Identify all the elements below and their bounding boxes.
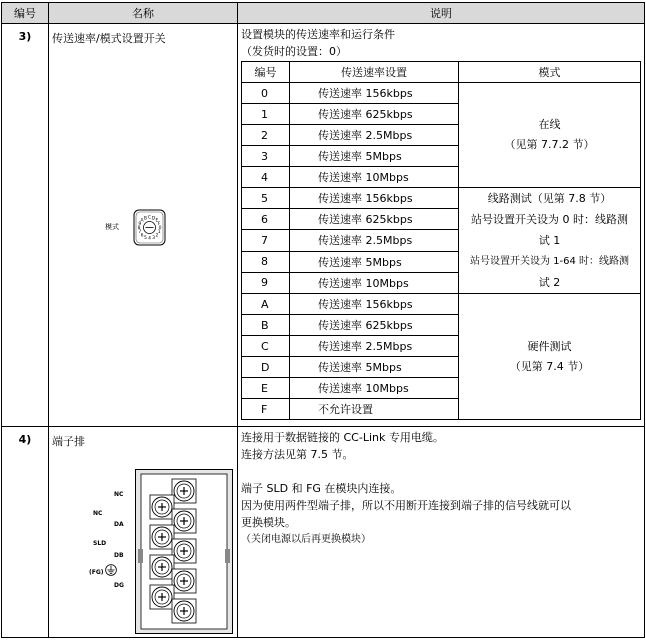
row4-desc bbox=[238, 427, 645, 638]
setting-rate: 传送速率 156kbps bbox=[290, 294, 459, 315]
mode-online bbox=[459, 83, 641, 188]
terminal-screw-icon bbox=[172, 479, 196, 503]
mode-table-head-mode: 模式 bbox=[459, 62, 641, 83]
dial-label: 模式 bbox=[105, 223, 119, 231]
mode-hw-test-title: 硬件测试 bbox=[527, 339, 572, 353]
dial-digit: C bbox=[147, 215, 152, 221]
setting-num: 4 bbox=[242, 167, 290, 188]
row3-name: 传送速率/模式设置开关 bbox=[52, 32, 166, 45]
setting-rate: 传送速率 625kbps bbox=[290, 104, 459, 125]
row3-desc bbox=[238, 24, 645, 427]
dial-area bbox=[52, 46, 235, 426]
rotary-switch-icon bbox=[133, 209, 166, 246]
setting-num: D bbox=[242, 357, 290, 378]
terminal-screw-icon bbox=[172, 539, 196, 563]
terminal-screw-icon bbox=[172, 569, 196, 593]
mode-online-title: 在线 bbox=[538, 118, 561, 131]
row3-desc-line1: 设置模块的传送速率和运行条件 bbox=[241, 28, 395, 41]
table-row bbox=[242, 188, 641, 209]
dial-digit: E bbox=[155, 218, 159, 224]
row4-desc-line5: 更换模块。 bbox=[241, 516, 296, 529]
setting-rate: 传送速率 625kbps bbox=[290, 315, 459, 336]
row3-name-cell bbox=[49, 24, 238, 427]
terminal-block-icon bbox=[135, 469, 233, 634]
setting-num: 8 bbox=[242, 251, 290, 272]
row4-num: 4) bbox=[2, 427, 49, 638]
mode-hardware-test bbox=[459, 294, 641, 420]
label-nc: NC bbox=[93, 510, 103, 517]
label-da: DA bbox=[114, 521, 124, 528]
mode-line-test-title: 线路测试（见第 7.8 节） bbox=[487, 192, 612, 205]
terminal-screw-icon bbox=[172, 599, 196, 623]
label-db: DB bbox=[114, 552, 124, 559]
row4-desc-line2: 连接方法见第 7.5 节。 bbox=[241, 448, 354, 461]
header-num: 编号 bbox=[2, 3, 49, 24]
header-desc: 说明 bbox=[238, 3, 645, 24]
header-name: 名称 bbox=[49, 3, 238, 24]
dial-digit: 1 bbox=[157, 230, 161, 236]
setting-num: 5 bbox=[242, 188, 290, 209]
row4-desc-note: （关闭电源以后再更换模块） bbox=[241, 534, 371, 545]
mode-table-head-rate: 传送速率设置 bbox=[290, 62, 459, 83]
setting-num: 3 bbox=[242, 146, 290, 167]
setting-rate: 传送速率 5Mbps bbox=[290, 146, 459, 167]
terminal-screw-icon bbox=[150, 525, 174, 549]
dial-digit: 6 bbox=[140, 233, 144, 239]
setting-num: 2 bbox=[242, 125, 290, 146]
dial-digit: 0 bbox=[158, 226, 162, 232]
mode-line-test-note2: 站号设置开关设为 1-64 时：线路测 bbox=[469, 256, 630, 267]
setting-num: 1 bbox=[242, 104, 290, 125]
setting-rate: 传送速率 2.5Mbps bbox=[290, 336, 459, 357]
dial-digit: 9 bbox=[138, 222, 142, 228]
setting-num: 0 bbox=[242, 83, 290, 104]
mode-online-ref: （见第 7.7.2 节） bbox=[504, 138, 595, 151]
row4-desc-line1: 连接用于数据链接的 CC-Link 专用电缆。 bbox=[241, 431, 444, 444]
setting-rate: 传送速率 2.5Mbps bbox=[290, 230, 459, 251]
setting-num: 7 bbox=[242, 230, 290, 251]
dial-digit: 8 bbox=[137, 226, 141, 232]
setting-num: F bbox=[242, 399, 290, 420]
mode-setting-table bbox=[241, 61, 641, 420]
dial-digit: A bbox=[140, 218, 144, 224]
mode-line-test bbox=[459, 188, 641, 294]
setting-num: B bbox=[242, 315, 290, 336]
setting-rate: 传送速率 2.5Mbps bbox=[290, 125, 459, 146]
mode-table-header bbox=[242, 62, 641, 83]
row-mode-switch bbox=[2, 24, 645, 427]
mode-line-test-note1: 站号设置开关设为 0 时：线路测 bbox=[471, 213, 628, 226]
row-terminal-block bbox=[2, 427, 645, 638]
setting-rate: 传送速率 10Mbps bbox=[290, 167, 459, 188]
setting-rate: 传送速率 5Mbps bbox=[290, 357, 459, 378]
dial-digit: 4 bbox=[148, 236, 151, 242]
setting-rate: 传送速率 5Mbps bbox=[290, 251, 459, 272]
label-dg: DG bbox=[114, 582, 124, 589]
row4-desc-blank bbox=[241, 463, 644, 480]
mode-table-head-num: 编号 bbox=[242, 62, 290, 83]
row4-desc-line3: 端子 SLD 和 FG 在模块内连接。 bbox=[241, 482, 402, 495]
setting-rate: 传送速率 156kbps bbox=[290, 188, 459, 209]
setting-rate: 不允许设置 bbox=[290, 399, 459, 420]
dial-digit: 3 bbox=[152, 235, 155, 241]
setting-num: C bbox=[242, 336, 290, 357]
row3-desc-line2: （发货时的设置：0） bbox=[241, 45, 347, 58]
terminal-screw-icon bbox=[150, 555, 174, 579]
table-row bbox=[242, 83, 641, 104]
dial-digit: D bbox=[151, 216, 156, 222]
row3-num: 3) bbox=[2, 24, 49, 427]
dial-digit: F bbox=[157, 222, 161, 228]
label-fg: (FG) bbox=[89, 569, 104, 576]
table-row bbox=[242, 294, 641, 315]
dial-digit: 5 bbox=[144, 235, 147, 241]
dial-digit: 2 bbox=[155, 233, 159, 239]
ground-icon bbox=[105, 563, 117, 577]
terminal-screw-icon bbox=[150, 495, 174, 519]
spec-table bbox=[1, 2, 645, 638]
dial-digit: 7 bbox=[138, 230, 142, 236]
row4-name: 端子排 bbox=[52, 435, 85, 448]
header-row bbox=[2, 3, 645, 24]
setting-num: E bbox=[242, 378, 290, 399]
label-nc-top: NC bbox=[114, 491, 124, 498]
dial-digit: B bbox=[143, 216, 148, 222]
label-sld: SLD bbox=[93, 540, 107, 547]
setting-num: A bbox=[242, 294, 290, 315]
terminal-block-diagram bbox=[52, 449, 235, 637]
setting-num: 6 bbox=[242, 209, 290, 230]
setting-num: 9 bbox=[242, 272, 290, 293]
setting-rate: 传送速率 625kbps bbox=[290, 209, 459, 230]
mode-line-test-note1b: 试 1 bbox=[538, 234, 561, 247]
setting-rate: 传送速率 10Mbps bbox=[290, 272, 459, 293]
terminal-screw-icon bbox=[150, 585, 174, 609]
terminal-screw-icon bbox=[172, 509, 196, 533]
row4-desc-line4: 因为使用两件型端子排，所以不用断开连接到端子排的信号线就可以 bbox=[241, 499, 571, 512]
mode-line-test-note2b: 试 2 bbox=[538, 276, 561, 289]
row4-name-cell bbox=[49, 427, 238, 638]
setting-rate: 传送速率 10Mbps bbox=[290, 378, 459, 399]
mode-hw-test-ref: （见第 7.4 节） bbox=[509, 359, 590, 373]
setting-rate: 传送速率 156kbps bbox=[290, 83, 459, 104]
